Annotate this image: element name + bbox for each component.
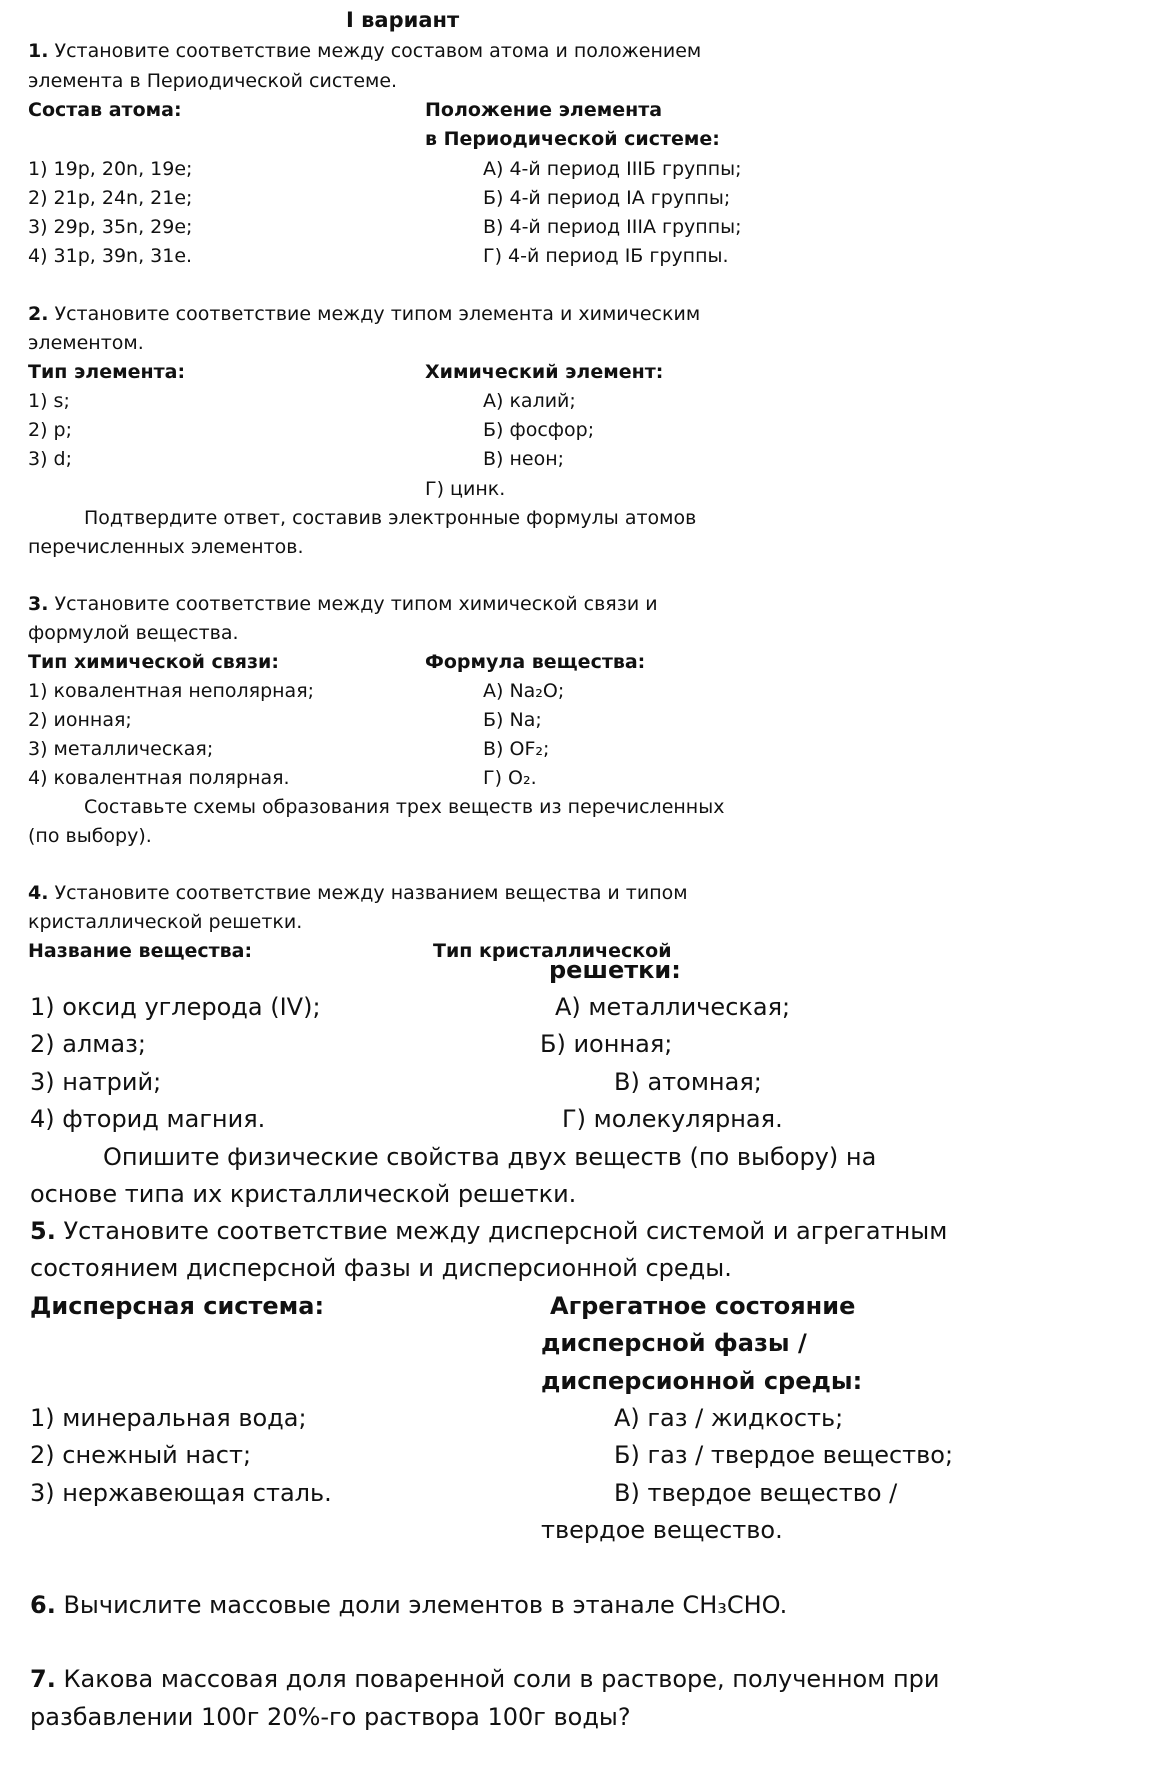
question-1-right-header: Положение элемента (425, 99, 663, 121)
question-5-right-item: А) газ / жидкость; (614, 1404, 844, 1432)
question-4-text-cont: кристаллической решетки. (28, 911, 303, 933)
question-3-right-item: Б) Na; (483, 709, 542, 731)
question-1-left-item: 4) 31p, 39n, 31e. (28, 245, 193, 267)
question-1-right-item: Б) 4-й период IА группы; (483, 187, 731, 209)
question-3-right-header: Формула вещества: (425, 651, 646, 673)
question-5-right-item: В) твердое вещество / (614, 1479, 898, 1507)
question-4-text: 4. Установите соответствие между названием вещества и типом (28, 882, 688, 904)
question-4-left-item: 2) алмаз; (30, 1030, 146, 1058)
question-5-left-item: 3) нержавеющая сталь. (30, 1479, 332, 1507)
question-2-left-item: 3) d; (28, 448, 73, 470)
question-7-text: 7. Какова массовая доля поваренной соли в растворе, полученном при (30, 1665, 940, 1693)
question-3-left-item: 4) ковалентная полярная. (28, 767, 290, 789)
question-5-text: 5. Установите соответствие между дисперсной системой и агрегатным (30, 1217, 948, 1245)
question-3-number: 3. (28, 593, 49, 615)
question-3-right-item: Г) O₂. (483, 767, 537, 789)
question-4-right-header: Тип кристаллической (433, 940, 672, 962)
question-5-left-item: 1) минеральная вода; (30, 1404, 307, 1432)
question-2-text: 2. Установите соответствие между типом элемента и химическим (28, 303, 701, 325)
question-5-right-item-cont: твердое вещество. (541, 1516, 783, 1544)
question-2-left-item: 2) p; (28, 419, 73, 441)
question-2-left-header: Тип элемента: (28, 361, 186, 383)
question-3-note: Составьте схемы образования трех веществ из перечисленных (84, 796, 725, 818)
question-3-right-item: В) OF₂; (483, 738, 550, 760)
question-4-right-item: В) атомная; (614, 1068, 762, 1096)
question-5-right-header: Агрегатное состояние (550, 1292, 856, 1320)
question-4-number: 4. (28, 882, 49, 904)
question-5-number: 5. (30, 1217, 56, 1245)
question-5-text-cont: состоянием дисперсной фазы и дисперсионной среды. (30, 1254, 732, 1282)
question-2-left-item: 1) s; (28, 390, 70, 412)
question-1-left-item: 1) 19p, 20n, 19e; (28, 158, 193, 180)
question-2-right-item: В) неон; (483, 448, 565, 470)
question-3-left-item: 1) ковалентная неполярная; (28, 680, 315, 702)
question-4-left-item: 1) оксид углерода (IV); (30, 993, 321, 1021)
question-1-right-item: Г) 4-й период IБ группы. (483, 245, 729, 267)
question-2-number: 2. (28, 303, 49, 325)
question-5-left-item: 2) снежный наст; (30, 1441, 252, 1469)
question-4-right-item: Г) молекулярная. (562, 1105, 783, 1133)
question-1-right-item: А) 4-й период IIIБ группы; (483, 158, 742, 180)
question-1-right-item: В) 4-й период IIIА группы; (483, 216, 742, 238)
question-7-text-cont: разбавлении 100г 20%-го раствора 100г воды? (30, 1703, 631, 1731)
question-4-right-item: Б) ионная; (540, 1030, 673, 1058)
question-3-right-item: А) Na₂O; (483, 680, 565, 702)
question-1-number: 1. (28, 40, 49, 62)
question-2-note-cont: перечисленных элементов. (28, 536, 304, 558)
question-1-right-header-cont: в Периодической системе: (425, 128, 720, 150)
question-1-text-cont: элемента в Периодической системе. (28, 70, 398, 92)
question-2-note: Подтвердите ответ, составив электронные формулы атомов (84, 507, 697, 529)
question-7-number: 7. (30, 1665, 56, 1693)
question-2-right-item: Г) цинк. (425, 478, 506, 500)
question-3-text: 3. Установите соответствие между типом химической связи и (28, 593, 658, 615)
question-4-right-header-cont: решетки: (549, 956, 681, 984)
question-2-text-cont: элементом. (28, 332, 144, 354)
question-5-left-header: Дисперсная система: (30, 1292, 325, 1320)
question-3-text-cont: формулой вещества. (28, 622, 239, 644)
question-5-right-header-cont: дисперсной фазы / (541, 1329, 807, 1357)
question-2-right-item: А) калий; (483, 390, 576, 412)
question-5-right-header-cont: дисперсионной среды: (541, 1367, 863, 1395)
question-1-left-item: 2) 21p, 24n, 21e; (28, 187, 193, 209)
question-4-left-item: 4) фторид магния. (30, 1105, 266, 1133)
question-3-note-cont: (по выбору). (28, 825, 152, 847)
question-6-number: 6. (30, 1591, 56, 1619)
question-2-right-item: Б) фосфор; (483, 419, 595, 441)
question-1-text: 1. Установите соответствие между составом атома и положением (28, 40, 702, 62)
question-3-left-item: 3) металлическая; (28, 738, 214, 760)
question-4-right-item: А) металлическая; (555, 993, 791, 1021)
question-1-left-item: 3) 29p, 35n, 29e; (28, 216, 193, 238)
page-title: I вариант (346, 8, 460, 32)
question-1-left-header: Состав атома: (28, 99, 182, 121)
question-4-note-cont: основе типа их кристаллической решетки. (30, 1180, 577, 1208)
question-3-left-item: 2) ионная; (28, 709, 132, 731)
question-3-left-header: Тип химической связи: (28, 651, 279, 673)
question-4-left-header: Название вещества: (28, 940, 253, 962)
question-6-text: 6. Вычислите массовые доли элементов в этанале CH₃CHO. (30, 1591, 788, 1619)
question-4-note: Опишите физические свойства двух веществ (по выбору) на (103, 1143, 877, 1171)
question-2-right-header: Химический элемент: (425, 361, 664, 383)
question-4-left-item: 3) натрий; (30, 1068, 162, 1096)
question-5-right-item: Б) газ / твердое вещество; (614, 1441, 954, 1469)
